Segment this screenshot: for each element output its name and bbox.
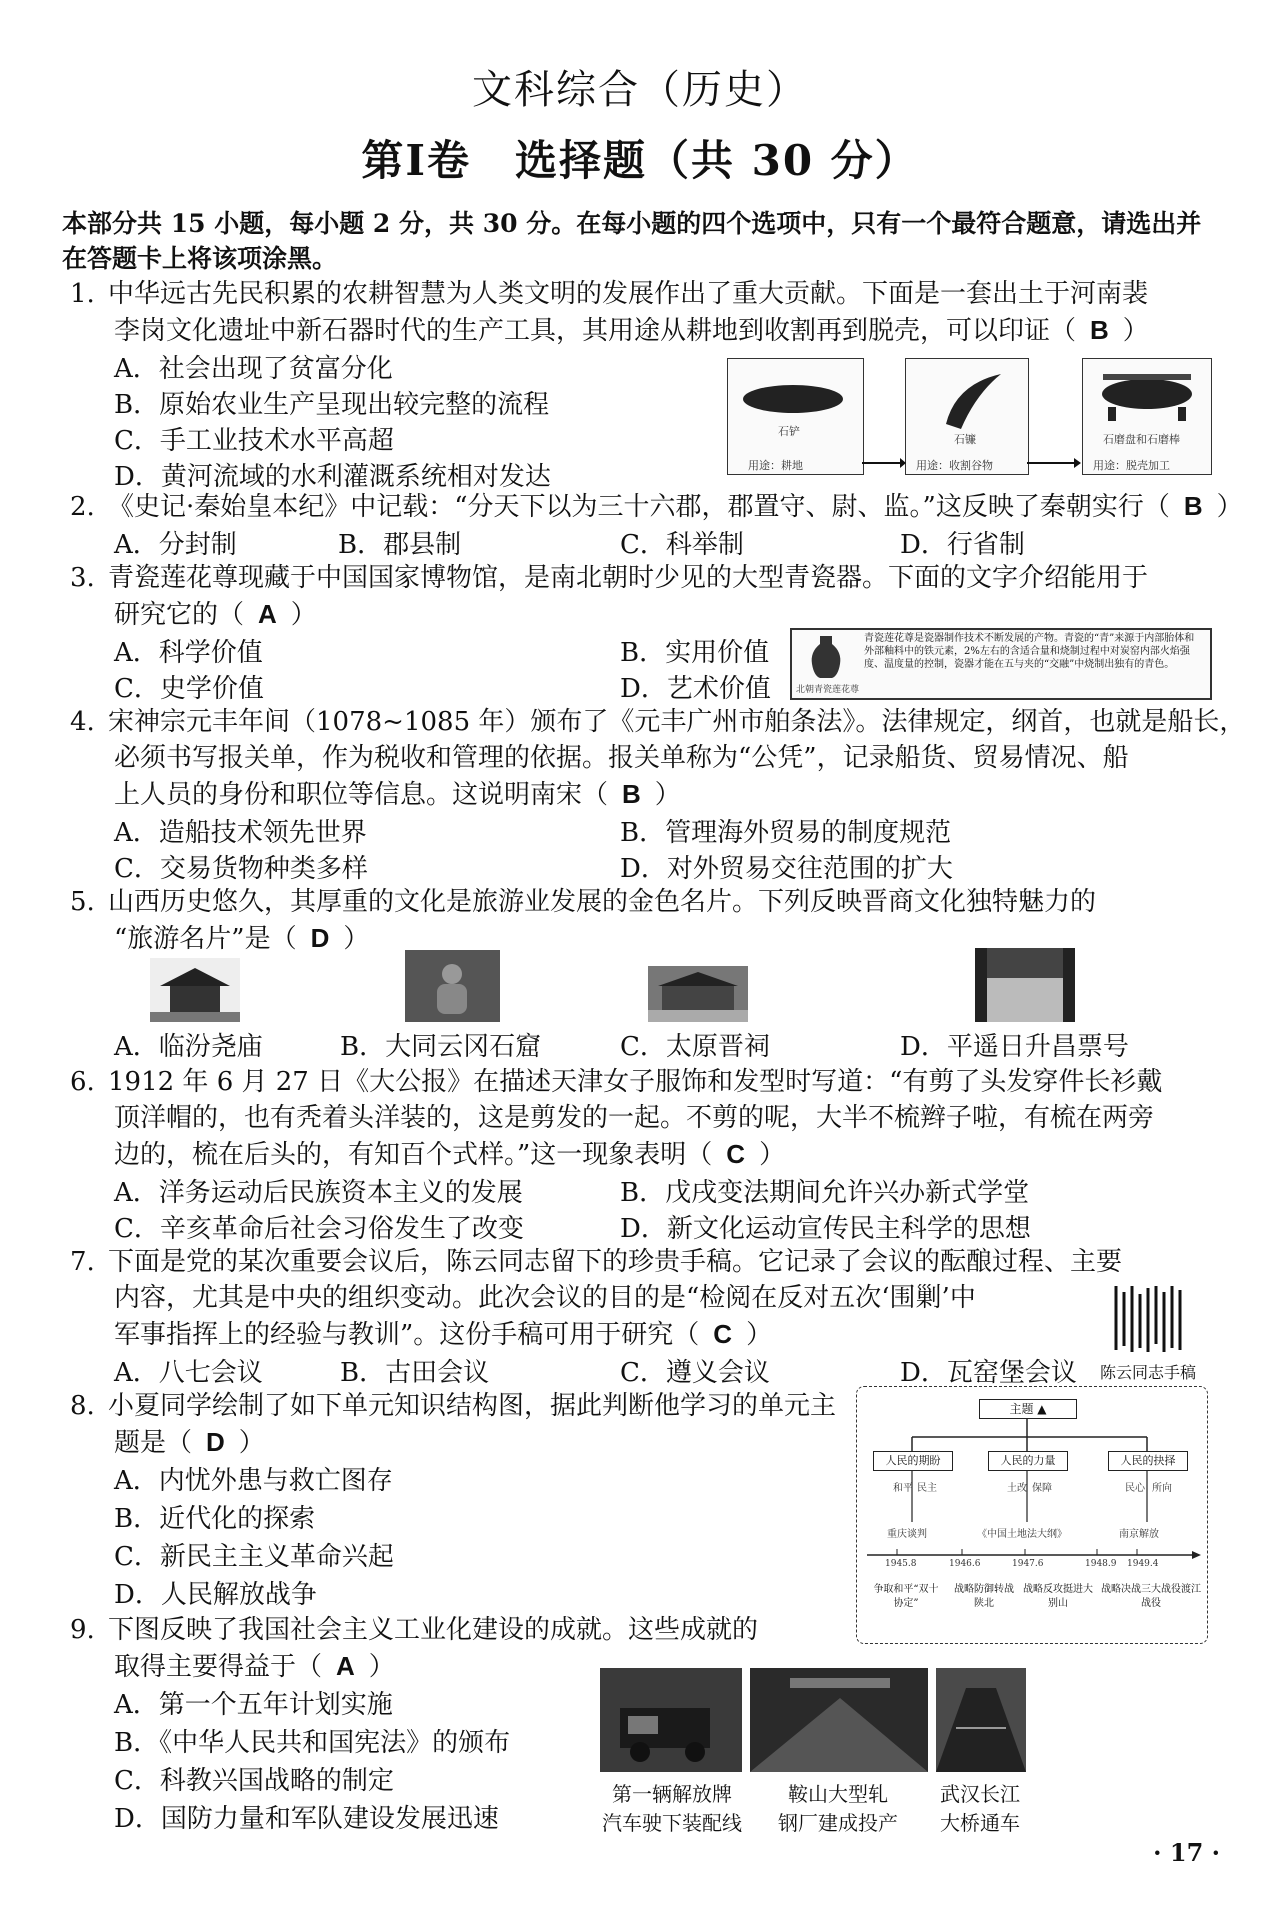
option-d: D．瓦窑堡会议 (900, 1358, 1077, 1388)
grinding-stone-icon (1083, 359, 1211, 439)
question-number: 5. (70, 887, 95, 917)
photo-caption-3 (930, 1778, 1030, 1836)
option-b: B．实用价值 (620, 638, 770, 668)
tool-name: 石铲 (778, 425, 800, 438)
question-text: 山西历史悠久，其厚重的文化是旅游业发展的金色名片。下列反映晋商文化独特魅力的 (108, 887, 1097, 917)
temple-icon (150, 958, 240, 1022)
question-text: 中华远古先民积累的农耕智慧为人类文明的发展作出了重大贡献。下面是一套出土于河南裴 (108, 279, 1149, 309)
knowledge-diagram (856, 1386, 1208, 1644)
diagram-sub: 民心 (1125, 1483, 1145, 1494)
question-number: 9. (70, 1615, 95, 1645)
option-c: C．太原晋祠 (620, 1032, 770, 1062)
tool-card-grinder (1082, 358, 1212, 475)
caption-line: 第一辆解放牌 (612, 1782, 732, 1806)
question-text: 研究它的（ (114, 600, 245, 630)
answer-mark: B (1183, 491, 1203, 521)
question-text: 宋神宗元丰年间（1078~1085 年）颁布了《元丰广州市舶条法》。法律规定，纲首，也就是船长， (108, 707, 1246, 737)
tool-name: 石镰 (954, 433, 976, 446)
question-text: 题是（ (114, 1428, 193, 1458)
caption-line: 大桥通车 (940, 1811, 1020, 1835)
vase-caption: 北朝青瓷莲花尊 (796, 685, 860, 695)
diagram-bottom: 重庆谈判 (887, 1529, 927, 1540)
option-c: C．交易货物种类多样 (114, 854, 368, 884)
option-b: B．大同云冈石窟 (340, 1032, 542, 1062)
timeline-date: 1949.4 (1127, 1559, 1159, 1569)
manuscript-image (1110, 1282, 1190, 1354)
question-text: 小夏同学绘制了如下单元知识结构图，据此判断他学习的单元主 (108, 1391, 837, 1421)
question-text: 必须书写报关单，作为税收和管理的依据。报关单称为“公凭”，记录船货、贸易情况、船 (114, 743, 1129, 773)
tool-use: 用途：耕地 (748, 459, 803, 472)
question-text: 顶洋帽的，也有秃着头洋装的，这是剪发的一起。不剪的呢，大半不梳辫子啦，有梳在两旁 (114, 1103, 1155, 1133)
tool-use: 用途：脱壳加工 (1093, 459, 1170, 472)
buddha-icon (405, 950, 500, 1022)
diagram-col-3: 人民的抉择 (1108, 1451, 1188, 1471)
option-c: C．遵义会议 (620, 1358, 770, 1388)
option-a: A．分封制 (114, 530, 237, 560)
yungang-photo (405, 950, 500, 1022)
tool-use: 用途：收割谷物 (916, 459, 993, 472)
option-a: A．社会出现了贫富分化 (114, 354, 393, 384)
question-text: 内容，尤其是中央的组织变动。此次会议的目的是“检阅在反对五次‘围剿’中 (114, 1283, 976, 1313)
option-c: C．科举制 (620, 530, 744, 560)
diagram-sub: 土改 (1007, 1483, 1027, 1494)
question-text: “旅游名片”是（ (114, 924, 297, 954)
jinci-icon (648, 966, 748, 1022)
flow-arrows (862, 456, 1084, 470)
timeline-date: 1945.8 (885, 1559, 917, 1569)
stone-sickle-icon (906, 359, 1028, 439)
courtyard-icon (975, 948, 1075, 1022)
steel-mill-icon (750, 1668, 928, 1772)
option-a: A．临汾尧庙 (114, 1032, 263, 1062)
answer-mark: C (726, 1139, 746, 1169)
question-text: 李岗文化遗址中新石器时代的生产工具，其用途从耕地到收割再到脱壳，可以印证（ (114, 316, 1077, 346)
diagram-bottom: 南京解放 (1119, 1529, 1159, 1540)
diagram-sub: 和平 (893, 1483, 913, 1494)
answer-mark: D (206, 1427, 225, 1457)
tool-card-spade (727, 358, 864, 475)
answer-mark: B (622, 779, 641, 809)
question-number: 4. (70, 707, 95, 737)
paren-close: ） (746, 1320, 773, 1350)
question-text: 青瓷莲花尊现藏于中国国家博物馆，是南北朝时少见的大型青瓷器。下面的文字介绍能用于 (108, 563, 1149, 593)
option-c: C．新民主主义革命兴起 (114, 1542, 394, 1572)
option-c: C．辛亥革命后社会习俗发生了改变 (114, 1214, 524, 1244)
question-text: 军事指挥上的经验与教训”。这份手稿可用于研究（ (114, 1320, 700, 1350)
option-b: B．原始农业生产呈现出较完整的流程 (114, 390, 550, 420)
option-d: D．黄河流域的水利灌溉系统相对发达 (114, 462, 551, 492)
bridge-icon (936, 1668, 1026, 1772)
paren-close: ） (1122, 316, 1149, 346)
diagram-sub: 所向 (1152, 1483, 1172, 1494)
timeline-date: 1946.6 (949, 1559, 981, 1569)
question-text: 取得主要得益于（ (114, 1652, 323, 1682)
caption-line: 汽车驶下装配线 (602, 1811, 742, 1835)
question-6 (70, 1064, 1220, 1173)
option-a: A．科学价值 (114, 638, 263, 668)
question-text: 《史记·秦始皇本纪》中记载：“分天下以为三十六郡，郡置守、尉、监。”这反映了秦朝实行（ (108, 492, 1170, 522)
caption-line: 鞍山大型轧 (788, 1782, 888, 1806)
timeline-event: 战略防御转战陕北 (954, 1584, 1014, 1609)
option-a: A．内忧外患与救亡图存 (114, 1466, 393, 1496)
steel-mill-photo (750, 1668, 928, 1772)
manuscript-caption: 陈云同志手稿 (1100, 1363, 1197, 1382)
question-number: 8. (70, 1391, 95, 1421)
question-text: 下面是党的某次重要会议后，陈云同志留下的珍贵手稿。它记录了会议的酝酿过程、主要 (108, 1247, 1123, 1277)
question-7 (70, 1244, 1220, 1353)
question-4 (70, 704, 1246, 813)
diagram-sub: 民主 (917, 1483, 937, 1494)
option-a: A．造船技术领先世界 (114, 818, 367, 848)
question-number: 6. (70, 1067, 95, 1097)
paren-close: ） (343, 924, 370, 954)
topic-blank: ▲ (1037, 1402, 1047, 1416)
question-text: 下图反映了我国社会主义工业化建设的成就。这些成就的 (108, 1615, 759, 1645)
option-c: C．史学价值 (114, 674, 264, 704)
diagram-col-2: 人民的力量 (988, 1451, 1068, 1471)
question-number: 1. (70, 279, 95, 309)
question-1 (70, 276, 1220, 349)
paren-close: ） (290, 600, 317, 630)
jinci-photo (648, 966, 748, 1022)
paren-close: ） (1216, 492, 1243, 522)
photo-caption-2 (758, 1778, 918, 1836)
tool-name: 石磨盘和石磨棒 (1103, 433, 1180, 446)
option-b: B．戊戌变法期间允许兴办新式学堂 (620, 1178, 1030, 1208)
timeline-date: 1947.6 (1012, 1559, 1044, 1569)
option-d: D．新文化运动宣传民主科学的思想 (620, 1214, 1031, 1244)
option-a: A．洋务运动后民族资本主义的发展 (114, 1178, 523, 1208)
timeline-event: 战略反攻挺进大别山 (1023, 1584, 1093, 1609)
option-c: C．手工业技术水平高超 (114, 426, 394, 456)
option-b: B．近代化的探索 (114, 1504, 316, 1534)
option-b: B．郡县制 (338, 530, 462, 560)
question-number: 7. (70, 1247, 95, 1277)
vase-icon (806, 634, 846, 680)
diagram-col-1: 人民的期盼 (873, 1451, 953, 1471)
instructions: 本部分共 15 小题，每小题 2 分，共 30 分。在每小题的四个选项中，只有一个最符合题意，请选出并在答题卡上将该项涂黑。 (62, 209, 1202, 273)
vase-info-box (790, 628, 1212, 700)
question-text: 1912 年 6 月 27 日《大公报》在描述天津女子服饰和发型时写道：“有剪了头发穿件长衫戴 (108, 1067, 1163, 1097)
caption-line: 武汉长江 (940, 1782, 1020, 1806)
page-number: · 17 · (1153, 1838, 1220, 1867)
timeline-event: 战略决战三大战役渡江战役 (1101, 1584, 1201, 1609)
option-d: D．人民解放战争 (114, 1580, 317, 1610)
bridge-photo (936, 1668, 1026, 1772)
timeline-date: 1948.9 (1085, 1559, 1117, 1569)
question-2 (70, 488, 1243, 525)
question-5 (70, 884, 1220, 957)
question-text: 边的，梳在后头的，有知百个式样。”这一现象表明（ (114, 1140, 713, 1170)
answer-mark: D (310, 923, 330, 953)
vase-description: 青瓷莲花尊是瓷器制作技术不断发展的产物。青瓷的“青”来源于内部胎体和外部釉料中的铁元素，2%左右的含适合量和烧制过程中对炭窑内部火焰强度、温度量的控制，瓷器才能在五与夹的“交融”中烧制出独有的青色。 (864, 633, 1195, 670)
diagram-bottom: 《中国土地法大纲》 (977, 1529, 1067, 1540)
question-text: 上人员的身份和职位等信息。这说明南宋（ (114, 780, 609, 810)
option-d: D．国防力量和军队建设发展迅速 (114, 1804, 499, 1834)
question-number: 2. (70, 492, 95, 522)
option-d: D．平遥日升昌票号 (900, 1032, 1129, 1062)
answer-mark: B (1090, 315, 1109, 345)
diagram-sub: 保障 (1032, 1483, 1052, 1494)
paren-close: ） (759, 1140, 786, 1170)
option-a: A．八七会议 (114, 1358, 263, 1388)
question-number: 3. (70, 563, 95, 593)
photo-caption-1 (592, 1778, 752, 1836)
option-b: B．古田会议 (340, 1358, 490, 1388)
rishengchang-photo (975, 948, 1075, 1022)
caption-line: 钢厂建成投产 (778, 1811, 898, 1835)
option-d: D．对外贸易交往范围的扩大 (620, 854, 953, 884)
paren-close: ） (368, 1652, 395, 1682)
yao-temple-photo (150, 958, 240, 1022)
topic-label: 主题 (1009, 1402, 1034, 1416)
truck-icon (600, 1668, 742, 1772)
page-title: 文科综合（历史） (472, 67, 808, 113)
section-title: 第Ⅰ卷 选择题（共 30 分） (361, 136, 919, 185)
answer-mark: A (258, 599, 277, 629)
answer-mark: A (336, 1651, 355, 1681)
paren-close: ） (654, 780, 681, 810)
question-3 (70, 560, 1220, 633)
paren-close: ） (238, 1428, 265, 1458)
option-d: D．艺术价值 (620, 674, 771, 704)
option-b: B．管理海外贸易的制度规范 (620, 818, 952, 848)
option-b: B．《中华人民共和国宪法》的颁布 (114, 1728, 511, 1758)
option-a: A．第一个五年计划实施 (114, 1690, 393, 1720)
truck-photo (600, 1668, 742, 1772)
option-d: D．行省制 (900, 530, 1025, 560)
option-c: C．科教兴国战略的制定 (114, 1766, 394, 1796)
answer-mark: C (713, 1319, 733, 1349)
timeline-event: 争取和平“双十协定” (873, 1584, 939, 1609)
